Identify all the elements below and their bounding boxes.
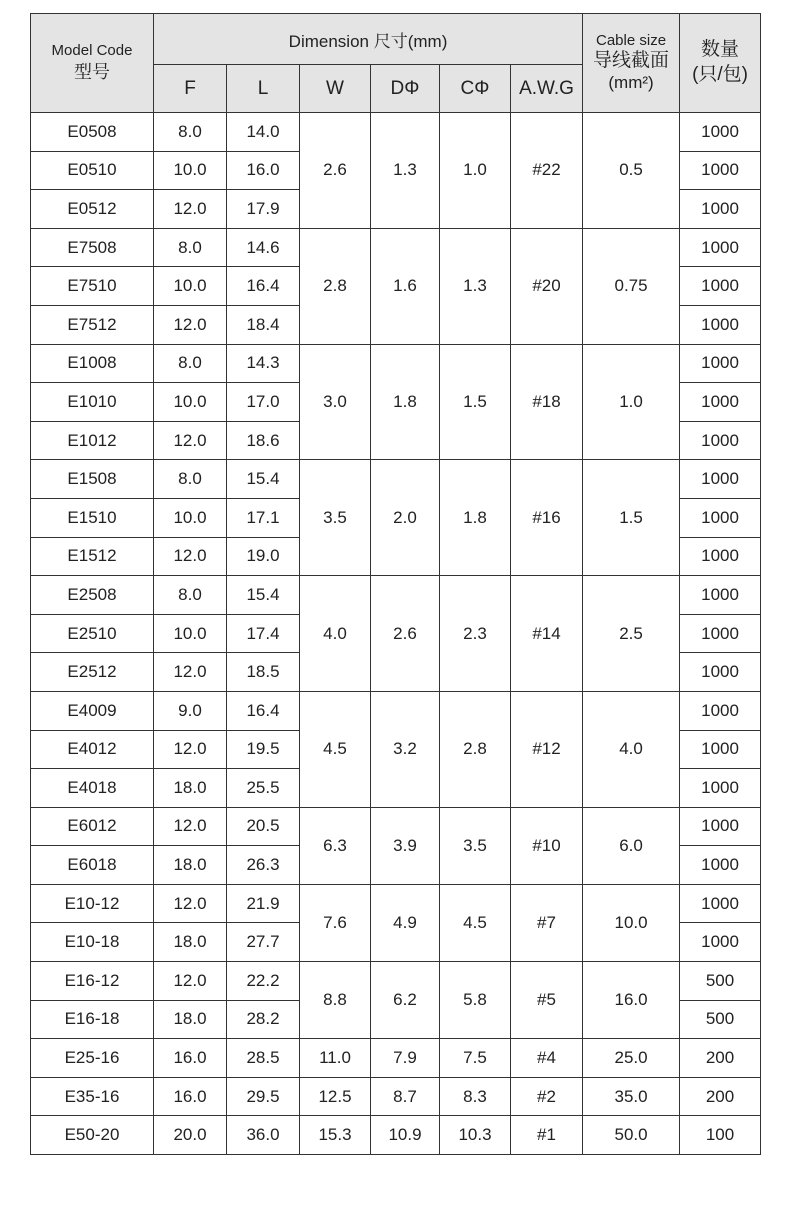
quantity-cell: 1000 [680, 305, 761, 344]
l-cell: 16.4 [227, 691, 300, 730]
model-code-cell: E1012 [31, 421, 154, 460]
quantity-cell: 1000 [680, 498, 761, 537]
cable-size-cell: 35.0 [583, 1077, 680, 1116]
cable-size-cell: 1.0 [583, 344, 680, 460]
model-code-cell: E25-16 [31, 1039, 154, 1078]
f-cell: 12.0 [154, 190, 227, 229]
d-cell: 10.9 [371, 1116, 440, 1155]
quantity-cell: 1000 [680, 769, 761, 808]
c-cell: 2.8 [440, 691, 511, 807]
l-cell: 19.5 [227, 730, 300, 769]
col-header-l: L [227, 65, 300, 113]
cable-size-cell: 25.0 [583, 1039, 680, 1078]
c-cell: 5.8 [440, 962, 511, 1039]
table-row [31, 884, 761, 923]
quantity-cell: 1000 [680, 653, 761, 692]
quantity-cell: 1000 [680, 807, 761, 846]
w-cell: 4.5 [300, 691, 371, 807]
col-header-f: F [154, 65, 227, 113]
model-code-cell: E1008 [31, 344, 154, 383]
w-cell: 7.6 [300, 884, 371, 961]
model-code-cell: E7508 [31, 228, 154, 267]
l-cell: 22.2 [227, 962, 300, 1001]
c-cell: 1.0 [440, 113, 511, 229]
model-code-cell: E16-18 [31, 1000, 154, 1039]
w-cell: 12.5 [300, 1077, 371, 1116]
model-code-cell: E50-20 [31, 1116, 154, 1155]
quantity-cell: 1000 [680, 614, 761, 653]
l-cell: 17.9 [227, 190, 300, 229]
awg-cell: #4 [511, 1039, 583, 1078]
f-cell: 10.0 [154, 267, 227, 306]
model-code-cell: E6012 [31, 807, 154, 846]
l-cell: 14.0 [227, 113, 300, 152]
model-code-en: Model Code [51, 42, 133, 60]
cable-size-cell: 0.5 [583, 113, 680, 229]
model-code-cell: E35-16 [31, 1077, 154, 1116]
quantity-cell: 1000 [680, 460, 761, 499]
f-cell: 8.0 [154, 576, 227, 615]
l-cell: 20.5 [227, 807, 300, 846]
table-row [31, 460, 761, 499]
quantity-cell: 500 [680, 1000, 761, 1039]
f-cell: 8.0 [154, 113, 227, 152]
f-cell: 8.0 [154, 460, 227, 499]
c-cell: 1.5 [440, 344, 511, 460]
quantity-cell: 1000 [680, 228, 761, 267]
cable-size-cell: 16.0 [583, 962, 680, 1039]
awg-cell: #10 [511, 807, 583, 884]
quantity-cell: 1000 [680, 691, 761, 730]
quantity-cell: 1000 [680, 113, 761, 152]
w-cell: 3.5 [300, 460, 371, 576]
quantity-cell: 1000 [680, 537, 761, 576]
quantity-cell: 1000 [680, 151, 761, 190]
f-cell: 16.0 [154, 1039, 227, 1078]
l-cell: 27.7 [227, 923, 300, 962]
c-cell: 1.8 [440, 460, 511, 576]
quantity-cell: 500 [680, 962, 761, 1001]
table-row [31, 576, 761, 615]
w-cell: 2.8 [300, 228, 371, 344]
awg-cell: #22 [511, 113, 583, 229]
f-cell: 16.0 [154, 1077, 227, 1116]
c-cell: 4.5 [440, 884, 511, 961]
l-cell: 25.5 [227, 769, 300, 808]
awg-cell: #20 [511, 228, 583, 344]
c-cell: 10.3 [440, 1116, 511, 1155]
cable-size-cell: 2.5 [583, 576, 680, 692]
f-cell: 18.0 [154, 1000, 227, 1039]
cable-size-cell: 0.75 [583, 228, 680, 344]
awg-cell: #2 [511, 1077, 583, 1116]
quantity-unit: (只/包) [692, 64, 748, 85]
col-header-awg: A.W.G [511, 65, 583, 113]
l-cell: 15.4 [227, 460, 300, 499]
f-cell: 10.0 [154, 498, 227, 537]
table-row [31, 113, 761, 152]
quantity-cell: 100 [680, 1116, 761, 1155]
table-row [31, 1077, 761, 1116]
awg-cell: #5 [511, 962, 583, 1039]
w-cell: 11.0 [300, 1039, 371, 1078]
table-row [31, 1039, 761, 1078]
quantity-cell: 200 [680, 1077, 761, 1116]
model-code-cell: E6018 [31, 846, 154, 885]
quantity-cell: 1000 [680, 730, 761, 769]
quantity-cell: 1000 [680, 344, 761, 383]
f-cell: 12.0 [154, 962, 227, 1001]
f-cell: 10.0 [154, 383, 227, 422]
model-code-cell: E2508 [31, 576, 154, 615]
model-code-cell: E0510 [31, 151, 154, 190]
table-header [31, 14, 761, 113]
l-cell: 36.0 [227, 1116, 300, 1155]
w-cell: 3.0 [300, 344, 371, 460]
c-cell: 8.3 [440, 1077, 511, 1116]
col-header-c: CΦ [440, 65, 511, 113]
l-cell: 15.4 [227, 576, 300, 615]
l-cell: 26.3 [227, 846, 300, 885]
l-cell: 19.0 [227, 537, 300, 576]
c-cell: 7.5 [440, 1039, 511, 1078]
awg-cell: #18 [511, 344, 583, 460]
table-body [31, 113, 761, 1155]
cable-size-header [583, 14, 680, 113]
f-cell: 8.0 [154, 344, 227, 383]
w-cell: 15.3 [300, 1116, 371, 1155]
cable-size-cell: 10.0 [583, 884, 680, 961]
table-row [31, 1116, 761, 1155]
cable-size-en: Cable size [596, 32, 667, 50]
w-cell: 8.8 [300, 962, 371, 1039]
model-code-cell: E16-12 [31, 962, 154, 1001]
model-code-cell: E1010 [31, 383, 154, 422]
c-cell: 2.3 [440, 576, 511, 692]
model-code-cell: E0508 [31, 113, 154, 152]
d-cell: 3.2 [371, 691, 440, 807]
d-cell: 2.6 [371, 576, 440, 692]
model-code-cell: E7510 [31, 267, 154, 306]
l-cell: 14.3 [227, 344, 300, 383]
f-cell: 12.0 [154, 305, 227, 344]
model-code-cell: E4009 [31, 691, 154, 730]
f-cell: 12.0 [154, 884, 227, 923]
model-code-cell: E10-12 [31, 884, 154, 923]
quantity-header [680, 14, 761, 113]
l-cell: 16.0 [227, 151, 300, 190]
l-cell: 17.4 [227, 614, 300, 653]
quantity-cn: 数量 [701, 39, 740, 61]
awg-cell: #16 [511, 460, 583, 576]
l-cell: 16.4 [227, 267, 300, 306]
dimension-header: Dimension 尺寸(mm) [154, 14, 583, 65]
l-cell: 18.6 [227, 421, 300, 460]
quantity-cell: 1000 [680, 190, 761, 229]
awg-cell: #7 [511, 884, 583, 961]
d-cell: 3.9 [371, 807, 440, 884]
model-code-cell: E1510 [31, 498, 154, 537]
d-cell: 1.3 [371, 113, 440, 229]
l-cell: 17.1 [227, 498, 300, 537]
f-cell: 12.0 [154, 730, 227, 769]
w-cell: 2.6 [300, 113, 371, 229]
table-row [31, 228, 761, 267]
spec-table [30, 13, 761, 1155]
d-cell: 1.8 [371, 344, 440, 460]
cable-size-cell: 50.0 [583, 1116, 680, 1155]
model-code-cell: E4012 [31, 730, 154, 769]
awg-cell: #12 [511, 691, 583, 807]
f-cell: 12.0 [154, 421, 227, 460]
l-cell: 21.9 [227, 884, 300, 923]
l-cell: 18.5 [227, 653, 300, 692]
quantity-cell: 1000 [680, 884, 761, 923]
cable-size-cell: 1.5 [583, 460, 680, 576]
l-cell: 28.5 [227, 1039, 300, 1078]
d-cell: 4.9 [371, 884, 440, 961]
f-cell: 10.0 [154, 614, 227, 653]
f-cell: 18.0 [154, 846, 227, 885]
quantity-cell: 1000 [680, 421, 761, 460]
d-cell: 2.0 [371, 460, 440, 576]
table-row [31, 807, 761, 846]
quantity-cell: 1000 [680, 383, 761, 422]
quantity-cell: 1000 [680, 576, 761, 615]
l-cell: 17.0 [227, 383, 300, 422]
model-code-cn: 型号 [74, 62, 110, 83]
model-code-cell: E2510 [31, 614, 154, 653]
col-header-d: DΦ [371, 65, 440, 113]
cable-size-cell: 4.0 [583, 691, 680, 807]
quantity-cell: 1000 [680, 846, 761, 885]
quantity-cell: 1000 [680, 267, 761, 306]
cable-size-cell: 6.0 [583, 807, 680, 884]
w-cell: 4.0 [300, 576, 371, 692]
awg-cell: #1 [511, 1116, 583, 1155]
col-header-w: W [300, 65, 371, 113]
f-cell: 20.0 [154, 1116, 227, 1155]
model-code-cell: E1508 [31, 460, 154, 499]
f-cell: 12.0 [154, 537, 227, 576]
model-code-cell: E2512 [31, 653, 154, 692]
quantity-cell: 1000 [680, 923, 761, 962]
l-cell: 29.5 [227, 1077, 300, 1116]
model-code-cell: E7512 [31, 305, 154, 344]
model-code-cell: E1512 [31, 537, 154, 576]
awg-cell: #14 [511, 576, 583, 692]
f-cell: 8.0 [154, 228, 227, 267]
table-row [31, 691, 761, 730]
f-cell: 12.0 [154, 653, 227, 692]
table-row [31, 344, 761, 383]
f-cell: 9.0 [154, 691, 227, 730]
f-cell: 18.0 [154, 769, 227, 808]
cable-size-unit: (mm²) [608, 73, 654, 93]
quantity-cell: 200 [680, 1039, 761, 1078]
d-cell: 6.2 [371, 962, 440, 1039]
table-row [31, 962, 761, 1001]
w-cell: 6.3 [300, 807, 371, 884]
model-code-cell: E10-18 [31, 923, 154, 962]
f-cell: 12.0 [154, 807, 227, 846]
model-code-cell: E0512 [31, 190, 154, 229]
d-cell: 8.7 [371, 1077, 440, 1116]
cable-size-cn: 导线截面 [593, 50, 670, 72]
model-code-header [31, 14, 154, 113]
l-cell: 18.4 [227, 305, 300, 344]
f-cell: 10.0 [154, 151, 227, 190]
l-cell: 28.2 [227, 1000, 300, 1039]
d-cell: 1.6 [371, 228, 440, 344]
l-cell: 14.6 [227, 228, 300, 267]
d-cell: 7.9 [371, 1039, 440, 1078]
c-cell: 1.3 [440, 228, 511, 344]
model-code-cell: E4018 [31, 769, 154, 808]
f-cell: 18.0 [154, 923, 227, 962]
c-cell: 3.5 [440, 807, 511, 884]
